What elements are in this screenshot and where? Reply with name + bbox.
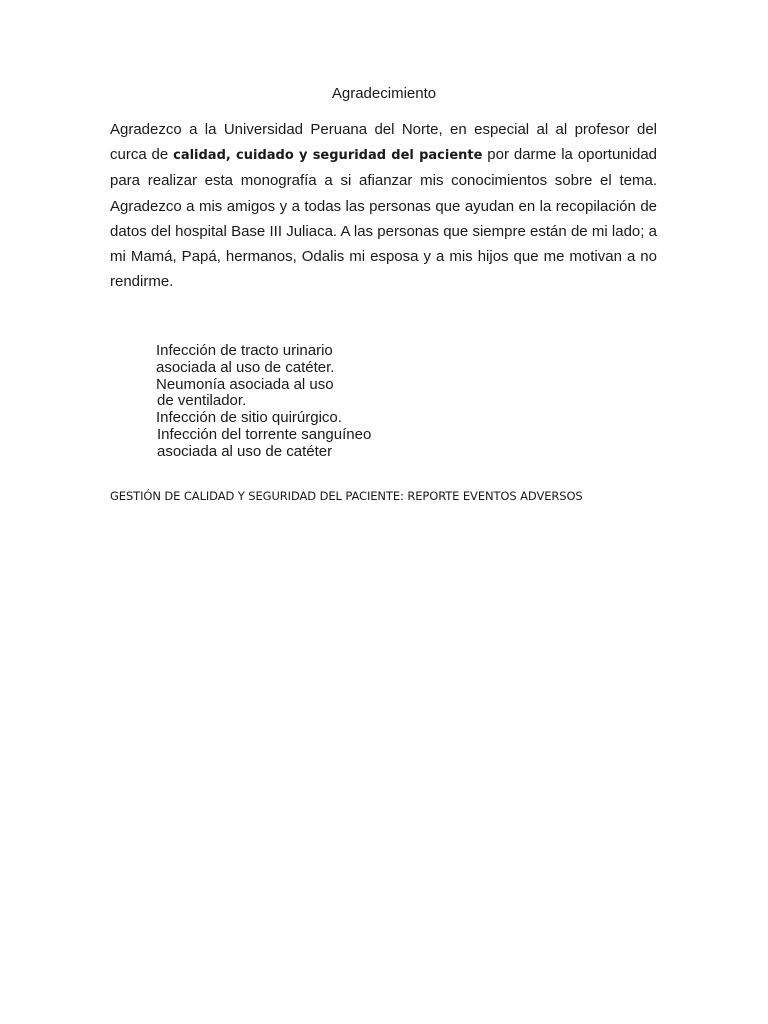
paragraph-text-end: por darme la oportunidad para realizar esta monografía a si afianzar mis conocimientos sobre el tema. Agradezco a mis amigos y a todas las personas que ayudan en la recopilación de datos del hospital Base III Juliaca. A las personas que siempre están de mi lado; a mi Mamá, Papá, hermanos, Odalis mi esposa y a mis hijos que me motivan a no rendirme. bbox=[110, 146, 658, 291]
list-line: asociada al uso de catéter. bbox=[156, 358, 335, 376]
course-name-bold: calidad, cuidado y seguridad del paciente bbox=[173, 148, 483, 164]
document-footer-heading: GESTIÓN DE CALIDAD Y SEGURIDAD DEL PACIENTE: REPORTE EVENTOS ADVERSOS bbox=[110, 489, 583, 503]
acknowledgment-paragraph bbox=[110, 117, 657, 294]
list-line: Infección del torrente sanguíneo bbox=[157, 425, 372, 443]
list-line: asociada al uso de catéter bbox=[157, 442, 333, 460]
infection-list bbox=[156, 343, 476, 461]
list-line: de ventilador. bbox=[157, 392, 247, 410]
list-line: Neumonía asociada al uso bbox=[156, 375, 334, 393]
list-line: Infección de sitio quirúrgico. bbox=[156, 409, 342, 427]
page-title: Agradecimiento bbox=[331, 85, 437, 102]
list-line: Infección de tracto urinario bbox=[156, 342, 333, 359]
paragraph-text-start: Agradezco a la Universidad Peruana del Norte, en especial al al profesor del curca de bbox=[110, 121, 657, 164]
